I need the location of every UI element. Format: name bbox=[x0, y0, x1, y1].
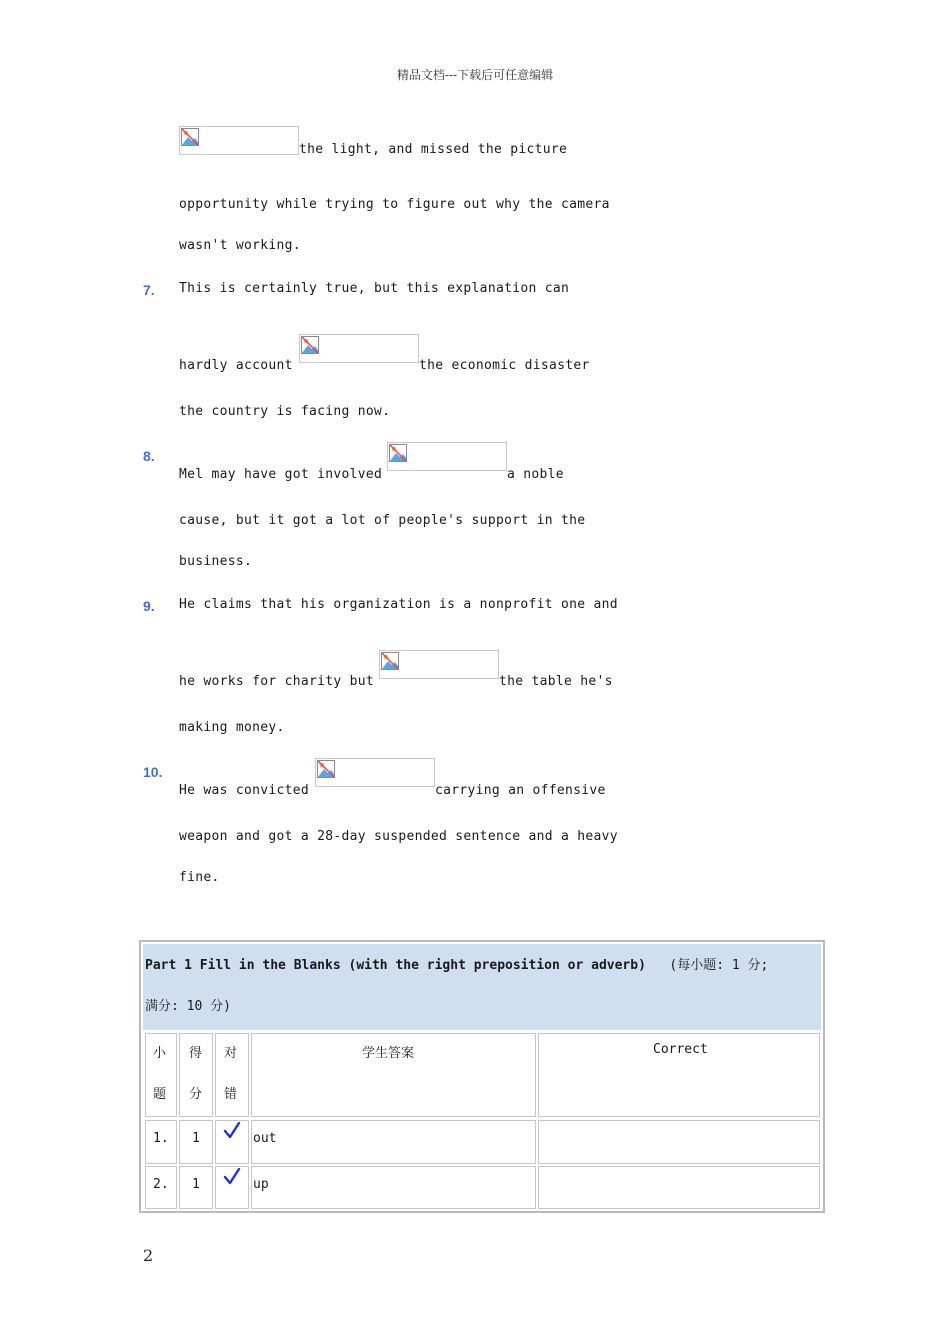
q8-line2: cause, but it got a lot of people's support in the bbox=[179, 513, 586, 528]
q7-line3: the country is facing now. bbox=[179, 404, 391, 419]
col-header-number-l2: 题 bbox=[153, 1087, 167, 1102]
col-header-correct-text: Correct bbox=[653, 1042, 708, 1057]
answer-blank-8[interactable] bbox=[387, 442, 507, 471]
q7-line2a: hardly account bbox=[179, 358, 293, 373]
col-header-mark-l1: 对 bbox=[224, 1046, 238, 1061]
table-row-2-score bbox=[179, 1166, 213, 1209]
broken-image-icon bbox=[317, 760, 335, 778]
col-header-score bbox=[179, 1033, 213, 1117]
q8-line1b: a noble bbox=[507, 467, 564, 482]
col-header-score-l2: 分 bbox=[189, 1087, 203, 1102]
col-header-correct bbox=[538, 1033, 820, 1117]
q8-line1a: Mel may have got involved bbox=[179, 467, 383, 482]
table-row-1-answer bbox=[251, 1120, 536, 1164]
col-header-student-answer bbox=[251, 1033, 536, 1117]
row-2-number: 2. bbox=[153, 1177, 169, 1192]
row-1-answer: out bbox=[253, 1131, 277, 1146]
q10-line1b: carrying an offensive bbox=[435, 783, 606, 798]
q9-line1: He claims that his organization is a nonprofit one and bbox=[179, 597, 618, 612]
q6-line3: wasn't working. bbox=[179, 238, 301, 253]
answer-blank-7[interactable] bbox=[299, 334, 419, 363]
table-score-info: (每小题: 1 分; bbox=[645, 958, 769, 973]
broken-image-icon bbox=[381, 652, 399, 670]
table-total-info: 满分: 10 分) bbox=[145, 999, 231, 1014]
row-2-score: 1 bbox=[192, 1177, 200, 1192]
question-number-8: 8. bbox=[143, 448, 155, 464]
broken-image-icon bbox=[301, 336, 319, 354]
table-row-2-number bbox=[145, 1166, 177, 1209]
q10-line3: fine. bbox=[179, 870, 220, 885]
check-icon bbox=[223, 1122, 241, 1140]
q6-line2: opportunity while trying to figure out why the camera bbox=[179, 197, 610, 212]
col-header-number bbox=[145, 1033, 177, 1117]
table-row-1-score bbox=[179, 1120, 213, 1164]
q6-line1: the light, and missed the picture bbox=[299, 142, 568, 157]
col-header-student-answer-text: 学生答案 bbox=[362, 1046, 415, 1061]
table-row-1-number bbox=[145, 1120, 177, 1164]
q10-line2: weapon and got a 28-day suspended sentence and a heavy bbox=[179, 829, 618, 844]
table-title bbox=[145, 954, 768, 973]
page-number: 2 bbox=[143, 1246, 154, 1265]
table-title-text: Part 1 Fill in the Blanks (with the right preposition or adverb) bbox=[145, 958, 646, 973]
col-header-mark bbox=[215, 1033, 249, 1117]
col-header-score-l1: 得 bbox=[189, 1046, 203, 1061]
broken-image-icon bbox=[181, 128, 199, 146]
q9-line2b: the table he's bbox=[499, 674, 613, 689]
col-header-number-l1: 小 bbox=[153, 1046, 167, 1061]
table-row-2-correct bbox=[538, 1166, 820, 1209]
table-row-1-correct bbox=[538, 1120, 820, 1164]
q9-line3: making money. bbox=[179, 720, 285, 735]
row-1-number: 1. bbox=[153, 1131, 169, 1146]
broken-image-icon bbox=[389, 444, 407, 462]
check-icon bbox=[223, 1168, 241, 1186]
col-header-mark-l2: 错 bbox=[224, 1087, 238, 1102]
table-title-bar bbox=[143, 944, 821, 1030]
table-row-2-answer bbox=[251, 1166, 536, 1209]
answer-blank-6[interactable] bbox=[179, 126, 299, 155]
q10-line1a: He was convicted bbox=[179, 783, 310, 798]
q8-line3: business. bbox=[179, 554, 253, 569]
q7-line2b: the economic disaster bbox=[419, 358, 590, 373]
question-number-7: 7. bbox=[143, 282, 155, 298]
answer-blank-10[interactable] bbox=[315, 758, 435, 787]
table-row-1-mark bbox=[215, 1120, 249, 1164]
results-table bbox=[139, 940, 825, 1213]
q7-line1: This is certainly true, but this explanation can bbox=[179, 281, 570, 296]
question-number-10: 10. bbox=[143, 764, 163, 780]
table-row-2-mark bbox=[215, 1166, 249, 1209]
document-header: 精品文档---下载后可任意编辑 bbox=[396, 68, 554, 82]
q9-line2a: he works for charity but bbox=[179, 674, 375, 689]
question-number-9: 9. bbox=[143, 598, 155, 614]
answer-blank-9[interactable] bbox=[379, 650, 499, 679]
row-1-score: 1 bbox=[192, 1131, 200, 1146]
row-2-answer: up bbox=[253, 1177, 269, 1192]
